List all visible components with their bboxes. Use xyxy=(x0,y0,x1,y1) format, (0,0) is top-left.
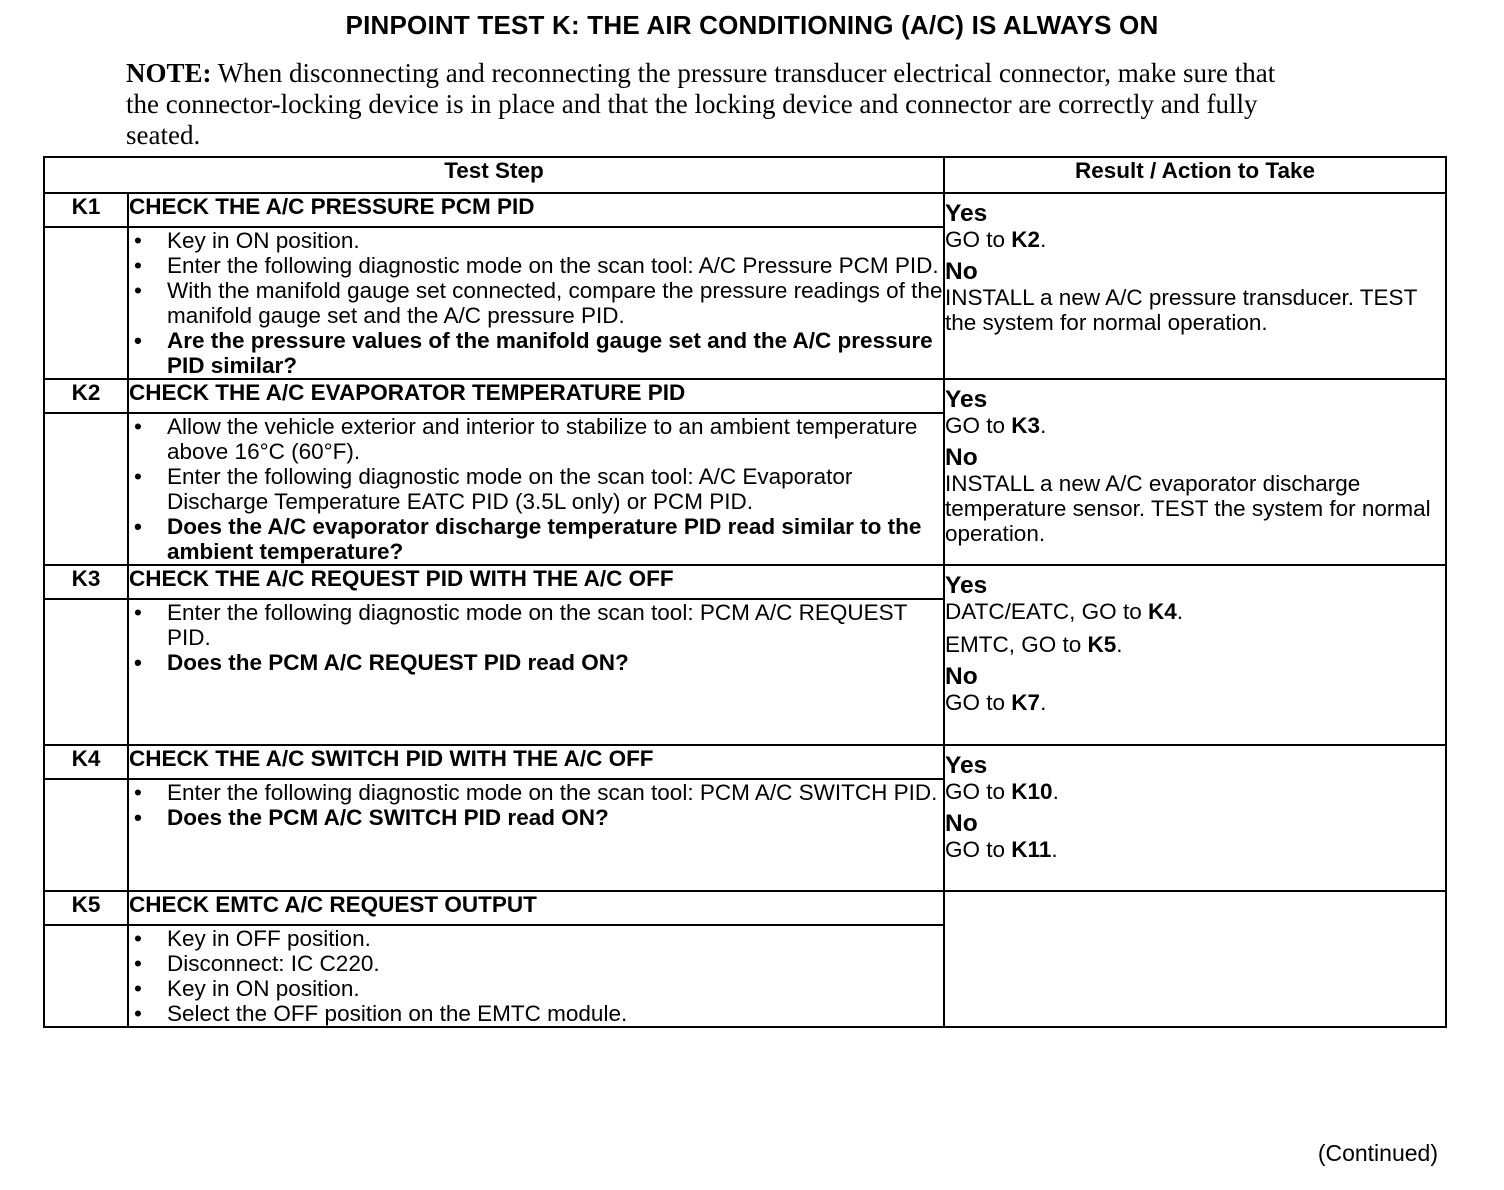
list-item: • Key in ON position. xyxy=(129,976,943,1001)
list-item: • Key in OFF position. xyxy=(129,926,943,951)
yes-action: DATC/EATC, GO to K4. xyxy=(945,599,1183,624)
step-bullets xyxy=(129,600,943,675)
step-k4-title-row xyxy=(44,745,1446,779)
step-question: • Does the A/C evaporator discharge temperature PID read similar to the ambient temperature? xyxy=(129,514,943,564)
goto-target: K3 xyxy=(1011,413,1041,438)
note-label: NOTE: xyxy=(126,58,212,88)
step-title: CHECK EMTC A/C REQUEST OUTPUT xyxy=(128,891,944,925)
no-action: INSTALL a new A/C evaporator discharge temperature sensor. TEST the system for normal operation. xyxy=(945,471,1431,546)
list-item: • Disconnect: IC C220. xyxy=(129,951,943,976)
no-label: No xyxy=(945,663,978,690)
step-question: • Does the PCM A/C REQUEST PID read ON? xyxy=(129,650,943,675)
step-k1-result xyxy=(944,193,1446,379)
step-body xyxy=(128,227,944,379)
yes-label: Yes xyxy=(945,572,988,599)
page-title: PINPOINT TEST K: THE AIR CONDITIONING (A/C) IS ALWAYS ON xyxy=(345,10,1159,40)
step-id: K1 xyxy=(44,193,128,227)
step-body xyxy=(128,925,944,1027)
yes-action-alt: EMTC, GO to K5. xyxy=(945,632,1123,657)
goto-target: K5 xyxy=(1087,632,1117,657)
step-k5-result xyxy=(944,891,1446,1027)
yes-label: Yes xyxy=(945,752,988,779)
goto-target: K4 xyxy=(1147,599,1177,624)
yes-action: GO to K10. xyxy=(945,779,1059,804)
step-title: CHECK THE A/C SWITCH PID WITH THE A/C OFF xyxy=(128,745,944,779)
step-id: K5 xyxy=(44,891,128,925)
yes-action: GO to K3. xyxy=(945,413,1047,438)
step-bullets xyxy=(129,926,943,1026)
step-id: K2 xyxy=(44,379,128,413)
header-test-step: Test Step xyxy=(44,157,944,193)
list-item: • Key in ON position. xyxy=(129,228,943,253)
goto-target: K7 xyxy=(1011,690,1041,715)
step-question: • Does the PCM A/C SWITCH PID read ON? xyxy=(129,805,943,830)
step-k3-result xyxy=(944,565,1446,745)
no-action: INSTALL a new A/C pressure transducer. TEST the system for normal operation. xyxy=(945,285,1417,335)
step-body xyxy=(128,599,944,745)
step-k2-title-row xyxy=(44,379,1446,413)
yes-action: GO to K2. xyxy=(945,227,1047,252)
list-item: • Enter the following diagnostic mode on the scan tool: PCM A/C REQUEST PID. xyxy=(129,600,943,650)
list-item: • Allow the vehicle exterior and interior to stabilize to an ambient temperature above 16°C (60°F). xyxy=(129,414,943,464)
list-item: • With the manifold gauge set connected, compare the pressure readings of the manifold gauge set and the A/C pressure PID. xyxy=(129,278,943,328)
step-id: K4 xyxy=(44,745,128,779)
continued-label: (Continued) xyxy=(1317,1140,1438,1166)
no-action: GO to K11. xyxy=(945,837,1058,862)
note-text: When disconnecting and reconnecting the pressure transducer electrical connector, make sure that the connector-locking device is in place and that the locking device and connector are correctly and fully seated. xyxy=(126,58,1276,150)
step-body xyxy=(128,413,944,565)
table-header-row xyxy=(44,157,1446,193)
step-k3-title-row xyxy=(44,565,1446,599)
list-item: • Enter the following diagnostic mode on the scan tool: A/C Evaporator Discharge Temperature EATC PID (3.5L only) or PCM PID. xyxy=(129,464,943,514)
no-label: No xyxy=(945,258,978,285)
step-question: • Are the pressure values of the manifold gauge set and the A/C pressure PID similar? xyxy=(129,328,943,378)
step-id: K3 xyxy=(44,565,128,599)
yes-label: Yes xyxy=(945,200,988,227)
step-bullets xyxy=(129,414,943,564)
step-k1-title-row xyxy=(44,193,1446,227)
list-item: • Enter the following diagnostic mode on the scan tool: A/C Pressure PCM PID. xyxy=(129,253,943,278)
step-title: CHECK THE A/C EVAPORATOR TEMPERATURE PID xyxy=(128,379,944,413)
step-bullets xyxy=(129,228,943,378)
list-item: • Enter the following diagnostic mode on the scan tool: PCM A/C SWITCH PID. xyxy=(129,780,943,805)
note-paragraph xyxy=(126,58,1306,151)
pinpoint-test-table xyxy=(43,156,1447,1028)
goto-target: K10 xyxy=(1011,779,1053,804)
no-label: No xyxy=(945,810,978,837)
step-k4-result xyxy=(944,745,1446,891)
step-k2-result xyxy=(944,379,1446,565)
step-title: CHECK THE A/C REQUEST PID WITH THE A/C OFF xyxy=(128,565,944,599)
goto-target: K2 xyxy=(1011,227,1041,252)
step-k5-title-row xyxy=(44,891,1446,925)
no-action: GO to K7. xyxy=(945,690,1047,715)
goto-target: K11 xyxy=(1011,837,1052,862)
step-bullets xyxy=(129,780,943,830)
no-label: No xyxy=(945,444,978,471)
step-body xyxy=(128,779,944,891)
yes-label: Yes xyxy=(945,386,988,413)
list-item: • Select the OFF position on the EMTC module. xyxy=(129,1001,943,1026)
step-title: CHECK THE A/C PRESSURE PCM PID xyxy=(128,193,944,227)
header-result-action: Result / Action to Take xyxy=(944,157,1446,193)
